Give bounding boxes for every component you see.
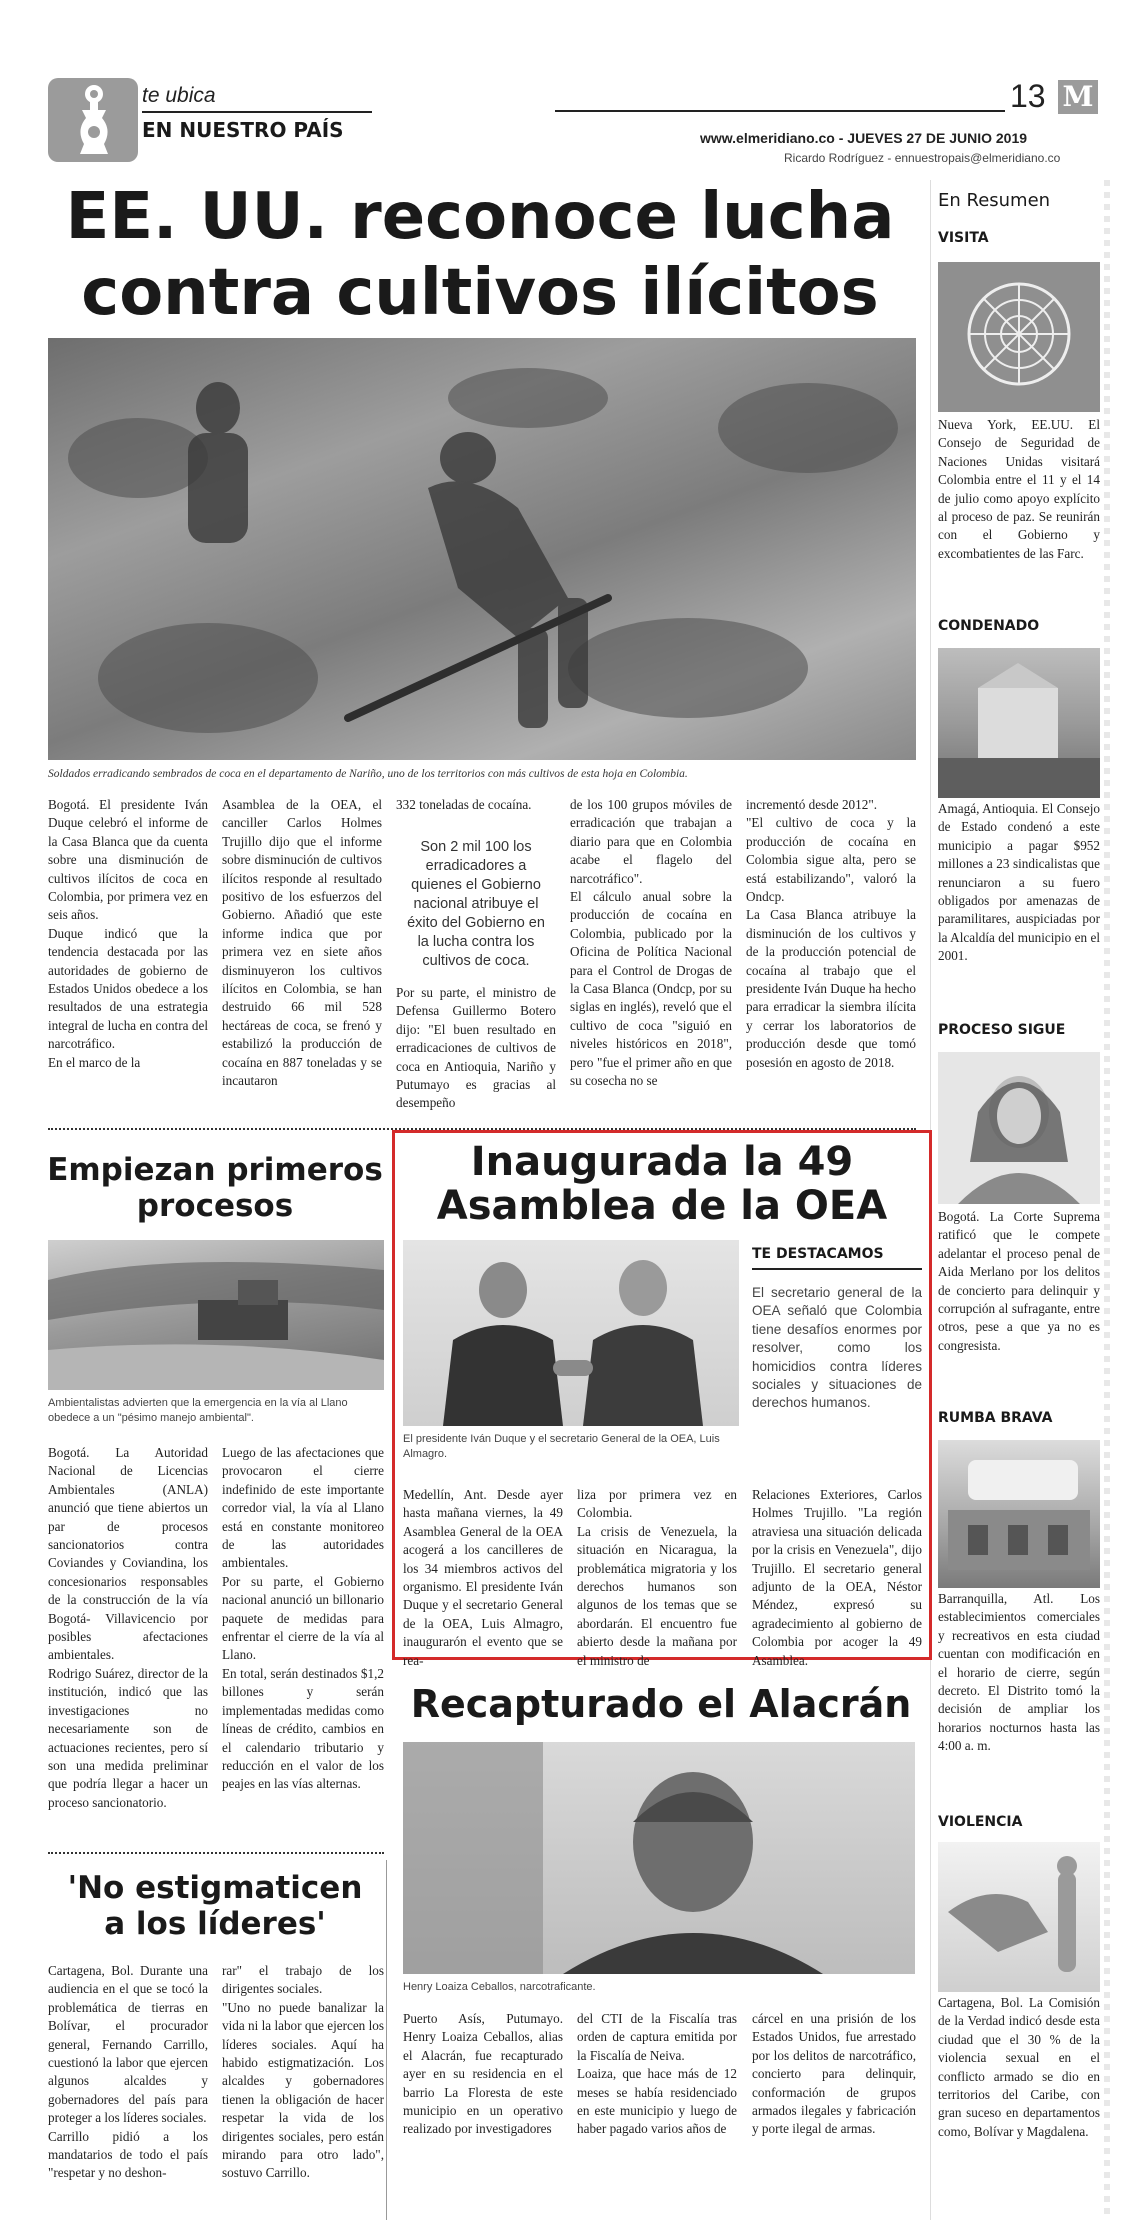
sidebar-text-proceso: Bogotá. La Corte Suprema ratificó que le compete adelantar el proceso penal de Aida Merlano por los delitos de concierto para delinquir y corrupción al sufragante, entre otros, pese a que ya no es congresista. — [938, 1209, 1100, 1353]
newspaper-logo: M — [1058, 80, 1098, 114]
procesos-column-1: Bogotá. La Autoridad Nacional de Licencias Ambientales (ANLA) anunció que tiene abiertos un par de procesos sancionatorios contra Coviandes y Coviandina, los concesionarios responsables de la construcción de la vía Bogotá- Villavicencio por posibles afectaciones ambientales. Rodrigo Suárez, director de la institución, indicó que las investigaciones no necesariamente son de actuaciones recientes, pero sí son una medida preliminar que podría llegar a hacer un proceso sancionatorio. — [48, 1445, 208, 1810]
procesos-headline-line-2: procesos — [136, 1188, 294, 1224]
site-date: www.elmeridiano.co - JUEVES 27 DE JUNIO 2019 — [700, 130, 1028, 146]
un-emblem-icon — [938, 262, 1100, 412]
main-headline-line-2: contra cultivos ilícitos — [81, 256, 879, 330]
lideres-headline-line-1: 'No estigmaticen — [67, 1870, 363, 1906]
vase-icon — [68, 82, 120, 158]
alacran-headline: Recapturado el Alacrán — [410, 1682, 912, 1726]
soldiers-photo — [48, 338, 916, 760]
aida-merlano-photo — [938, 1052, 1100, 1204]
rumba-photo — [938, 1440, 1100, 1588]
oea-caption: El presidente Iván Duque y el secretario General de la OEA, Luis Almagro. — [403, 1433, 720, 1460]
lideres-headline-line-2: a los líderes' — [104, 1906, 326, 1942]
sidebar-head-rumba: RUMBA BRAVA — [938, 1410, 1053, 1426]
un-emblem-photo — [938, 262, 1100, 412]
lideres-column-2: rar" el trabajo de los dirigentes sociales. "Uno no puede banalizar la vida ni la labor que ejercen los líderes sociales. Aquí ha habido estigmatización. Los alcaldes y gobernadores tienen la obligación de hacer respetar la vida de los dirigentes sociales, pero están mirando para otro lado", sostuvo Carrillo. — [222, 1963, 384, 2181]
destacamos-title: TE DESTACAMOS — [752, 1246, 884, 1262]
alacran-column-2: del CTI de la Fiscalía tras orden de captura emitida por la Fiscalía de Neiva. Loaiza, que hace más de 12 meses se había residenciado en este municipio y luego de haber pagado varios años de — [577, 2011, 737, 2137]
amaga-photo — [938, 648, 1100, 798]
procesos-caption: Ambientalistas advierten que la emergencia en la vía al Llano obedece a un "pésimo manejo ambiental". — [48, 1397, 348, 1424]
sidebar-head-condenado: CONDENADO — [938, 618, 1040, 634]
lideres-column-1: Cartagena, Bol. Durante una audiencia en el que se tocó la problemática de tierras en Bolívar, el procurador general, Fernando Carrillo, cuestionó la labor que ejercen algunos alcaldes y gobernadores del país para proteger a los líderes sociales. Carrillo pidió a los mandatarios de todo el país "respetar y no deshon- — [48, 1963, 208, 2181]
oea-headline-line-1: Inaugurada la 49 — [470, 1139, 854, 1185]
sidebar-text-violencia: Cartagena, Bol. La Comisión de la Verdad indicó desde esta ciudad que el 30 % de la violencia sexual en el conflicto armado se dio en territorios del Caribe, con gran suceso en departamentos como, Bolívar y Magdalena. — [938, 1995, 1100, 2139]
sidebar-head-visita: VISITA — [938, 230, 989, 246]
sidebar-head-proceso: PROCESO SIGUE — [938, 1022, 1066, 1038]
destacamos-rule — [752, 1268, 922, 1270]
page-number: 13 — [1010, 78, 1046, 114]
main-pullquote: Son 2 mil 100 los erradicadores a quienes el Gobierno nacional atribuye el éxito del Gobierno en la lucha contra los cultivos de coca. — [407, 839, 545, 969]
procesos-headline-line-1: Empiezan primeros — [47, 1152, 383, 1188]
via-llano-photo — [48, 1240, 384, 1390]
main-column-3-top: 332 toneladas de cocaína. — [396, 797, 532, 812]
duque-almagro-photo — [403, 1240, 739, 1426]
header-tag: te ubica — [142, 84, 216, 107]
main-photo-caption: Soldados erradicando sembrados de coca en el departamento de Nariño, uno de los territorios con más cultivos de esta hoja en Colombia. — [48, 768, 688, 780]
lower-vertical-divider — [386, 1860, 387, 2220]
alacran-column-3: cárcel en una prisión de los Estados Unidos, fue arrestado por los delitos de narcotráfico, concierto para delinquir, conformación de grupos armados ilegales y fabricación y porte ilegal de armas. — [752, 2011, 916, 2137]
sidebar-head-violencia: VIOLENCIA — [938, 1814, 1023, 1830]
sidebar-text-visita: Nueva York, EE.UU. El Consejo de Seguridad de Naciones Unidas visitará Colombia entre el 11 y el 14 de julio como apoyo explícito al proceso de paz. Se reunirán con el Gobierno y excombatientes de las Farc. — [938, 417, 1100, 561]
sidebar-text-condenado: Amagá, Antioquia. El Consejo de Estado condenó a este municipio a pagar $952 millones a 23 sindicalistas que renunciaron a su fuero obligados por amenazas de paramilitares, auspiciadas por la Alcaldía del municipio en el 2001. — [938, 801, 1100, 964]
violencia-photo — [938, 1842, 1100, 1992]
oea-column-3: Relaciones Exteriores, Carlos Holmes Trujillo. "La región atraviesa una situación delicada por la crisis en Venezuela", dijo Trujillo. El secretario general adjunto de la OEA, Néstor Méndez, expresó su agradecimiento al gobierno de Colombia por acoger la 49 Asamblea. — [752, 1487, 922, 1668]
oea-column-1: Medellín, Ant. Desde ayer hasta mañana viernes, la 49 Asamblea General de la OEA acogerá a los cancilleres de los 34 miembros activos del organismo. El presidente Iván Duque y el secretario General de la OEA, Luis Almagro, inaugurarón el evento que se rea- — [403, 1487, 563, 1668]
main-column-2: Asamblea de la OEA, el canciller Carlos Holmes Trujillo dijo que el informe sobre disminución de cultivos ilícitos responde al resultado positivo de los esfuerzos del Gobierno. Añadió que este informe indica que por primera vez en siete años disminuyeron los cultivos ilícitos en Colombia, se han destruido 66 mil 528 hectáreas de coca, se frenó y estabilizó la producción de cocaína en 887 toneladas y se incautaron — [222, 797, 382, 1089]
main-headline-line-1: EE. UU. reconoce lucha — [65, 180, 895, 254]
author-line: Ricardo Rodríguez - ennuestropais@elmeridiano.co — [784, 151, 1061, 165]
oea-column-2: liza por primera vez en Colombia. La crisis de Venezuela, la situación en Nicaragua, la problemática migratoria y los derechos humanos son algunos de los temas que se abordarán. El encuentro fue abierto desde la mañana por el ministro de — [577, 1487, 737, 1668]
alacran-column-1: Puerto Asís, Putumayo. Henry Loaiza Ceballos, alias el Alacrán, fue recapturado ayer en su residencia en el barrio La Floresta de este municipio en un operativo realizado por investigadores — [403, 2011, 563, 2137]
header-top-rule — [555, 110, 1005, 112]
destacamos-text: El secretario general de la OEA señaló que Colombia tiene desafíos enormes por resolver, como los homicidios contra líderes sociales y situaciones de derechos humanos. — [752, 1285, 922, 1411]
main-column-5: incrementó desde 2012". "El cultivo de coca y la producción de cocaína en Colombia sigue alta, pero se está estabilizando", valoró la Ondcp. La Casa Blanca atribuye la disminución de los cultivos y de la producción potencial de cocaína al trabajo que el presidente Iván Duque ha hecho para erradicar la siembra ilícita y cerrar los laboratorios de producción desde que tomó posesión en agosto de 2018. — [746, 797, 916, 1070]
alacran-caption: Henry Loaiza Ceballos, narcotraficante. — [403, 1981, 596, 1993]
sidebar-text-rumba: Barranquilla, Atl. Los establecimientos comerciales y recreativos en esta ciudad cuentan con modificación en el horario de cierre, según decreto. El Distrito tomó la decisión de ampliar los horarios nocturnos hasta las 4:00 a. m. — [938, 1591, 1100, 1754]
procesos-bottom-divider — [48, 1852, 384, 1854]
sidebar-title: En Resumen — [938, 190, 1051, 211]
oea-headline-line-2: Asamblea de la OEA — [436, 1183, 888, 1229]
main-column-4: de los 100 grupos móviles de erradicación que trabajan a diario para que en Colombia acabe el flagelo del narcotráfico". El cálculo anual sobre la producción de cocaína en Colombia, publicado por la Oficina de Política Nacional para el Control de Drogas de la Casa Blanca (Ondcp, por su siglas en inglés), reveló que el cultivo de coca "siguió en niveles históricos en 2018", pero "fue el primer año en que su cosecha no se — [570, 797, 732, 1089]
main-column-1: Bogotá. El presidente Iván Duque celebró el informe de la Casa Blanca que da cuenta sobre una disminución de cultivos ilícitos de coca en Colombia, por primera vez en seis años. Duque indicó que la tendencia destacada por las autoridades de gobierno de Estados Unidos obedece a los resultados de una estrategia integral de lucha en contra del narcotráfico. En el marco de la — [48, 797, 208, 1070]
alacran-photo — [403, 1742, 915, 1974]
header-tag-rule — [142, 111, 372, 113]
main-column-3-bottom: Por su parte, el ministro de Defensa Guillermo Botero dijo: "El buen resultado en erradicaciones de cultivos de coca en Antioquia, Nariño y Putumayo es gracias al desempeño — [396, 985, 556, 1111]
procesos-column-2: Luego de las afectaciones que provocaron el cierre indefinido de este importante corredor vial, la vía al Llano está en constante monitoreo de las autoridades ambientales. Por su parte, el Gobierno nacional anunció un billonario paquete de medidas para enfrentar el cierre de la vía al Llano. En total, serán destinados $1,2 billones y serán implementadas medidas como líneas de crédito, cambios en el calendario tributario y reducción en el valor de los peajes en las vías alternas. — [222, 1445, 384, 1792]
header-section: EN NUESTRO PAÍS — [142, 118, 344, 142]
